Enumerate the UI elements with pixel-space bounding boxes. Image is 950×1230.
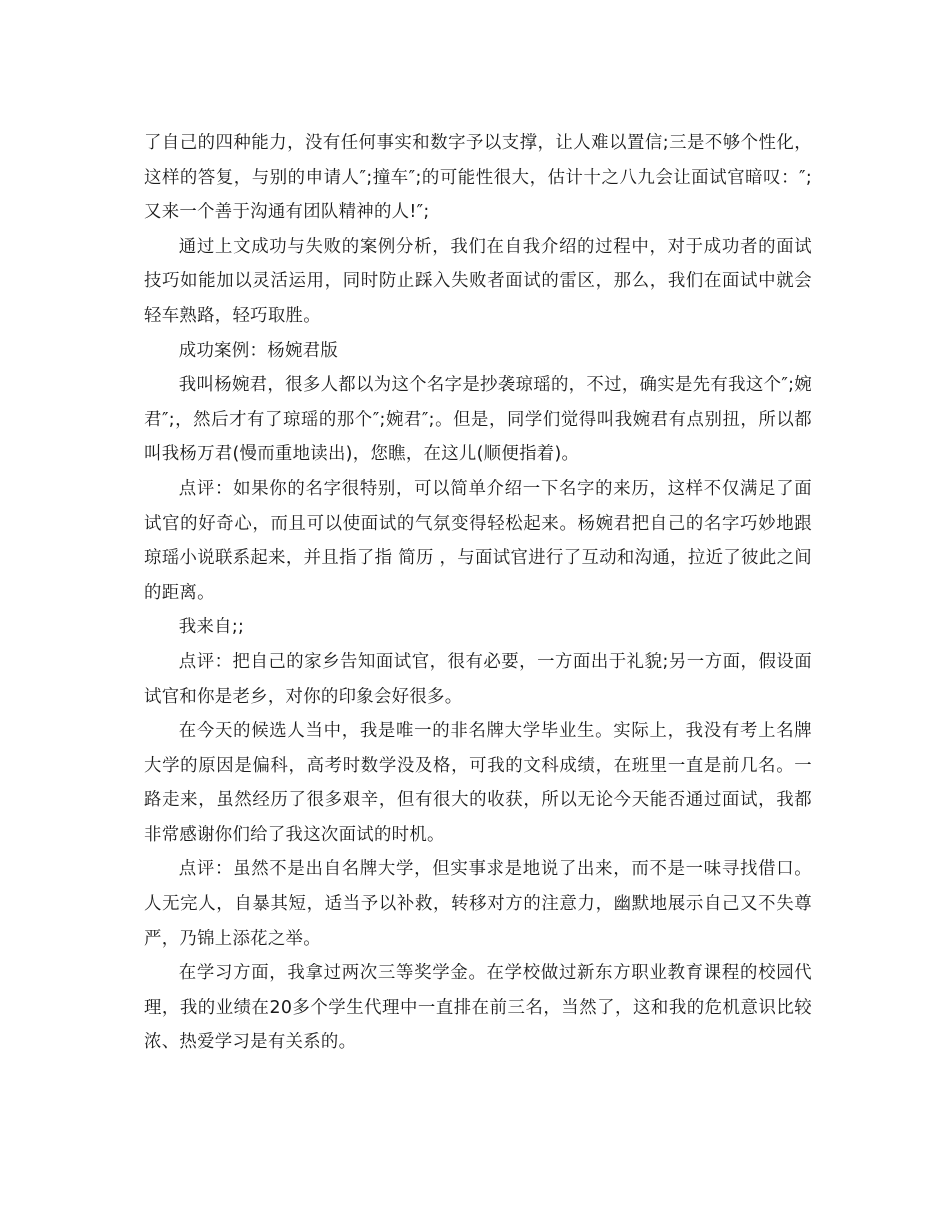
paragraph-9: 点评：虽然不是出自名牌大学，但实事求是地说了出来，而不是一味寻找借口。人无完人，自暴其短，适当予以补救，转移对方的注意力，幽默地展示自己又不失尊严，乃锦上添花之举。 [144, 859, 812, 949]
paragraph-2: 通过上文成功与失败的案例分析，我们在自我介绍的过程中，对于成功者的面试技巧如能加以灵活运用，同时防止踩入失败者面试的雷区，那么，我们在面试中就会轻车熟路，轻巧取胜。 [144, 236, 812, 326]
paragraph-1: 了自己的四种能力，没有任何事实和数字予以支撑，让人难以置信;三是不够个性化，这样的答复，与别的申请人″;撞车″;的可能性很大，估计十之八九会让面试官暗叹：″;又来一个善于沟通有团队精神的人!″; [144, 133, 812, 223]
paragraph-10: 在学习方面，我拿过两次三等奖学金。在学校做过新东方职业教育课程的校园代理，我的业绩在20多个学生代理中一直排在前三名，当然了，这和我的危机意识比较浓、热爱学习是有关系的。 [144, 963, 812, 1053]
document-body [144, 126, 812, 1060]
section-heading-success-case: 成功案例：杨婉君版 [178, 340, 339, 361]
paragraph-6: 我来自;; [178, 617, 245, 638]
paragraph-5: 点评：如果你的名字很特别，可以简单介绍一下名字的来历，这样不仅满足了面试官的好奇心，而且可以使面试的气氛变得轻松起来。杨婉君把自己的名字巧妙地跟琼瑶小说联系起来，并且指了指 简历 ，与面试官进行了互动和沟通，拉近了彼此之间的距离。 [144, 478, 812, 603]
paragraph-4: 我叫杨婉君，很多人都以为这个名字是抄袭琼瑶的，不过，确实是先有我这个″;婉君″;，然后才有了琼瑶的那个″;婉君″;。但是，同学们觉得叫我婉君有点别扭，所以都叫我杨万君(慢而重地读出)，您瞧，在这儿(顺便指着)。 [144, 375, 812, 465]
paragraph-8: 在今天的候选人当中，我是唯一的非名牌大学毕业生。实际上，我没有考上名牌大学的原因是偏科，高考时数学没及格，可我的文科成绩，在班里一直是前几名。一路走来，虽然经历了很多艰辛，但有很大的收获，所以无论今天能否通过面试，我都非常感谢你们给了我这次面试的时机。 [144, 721, 812, 845]
paragraph-7: 点评：把自己的家乡告知面试官，很有必要，一方面出于礼貌;另一方面，假设面试官和你是老乡，对你的印象会好很多。 [144, 651, 812, 707]
